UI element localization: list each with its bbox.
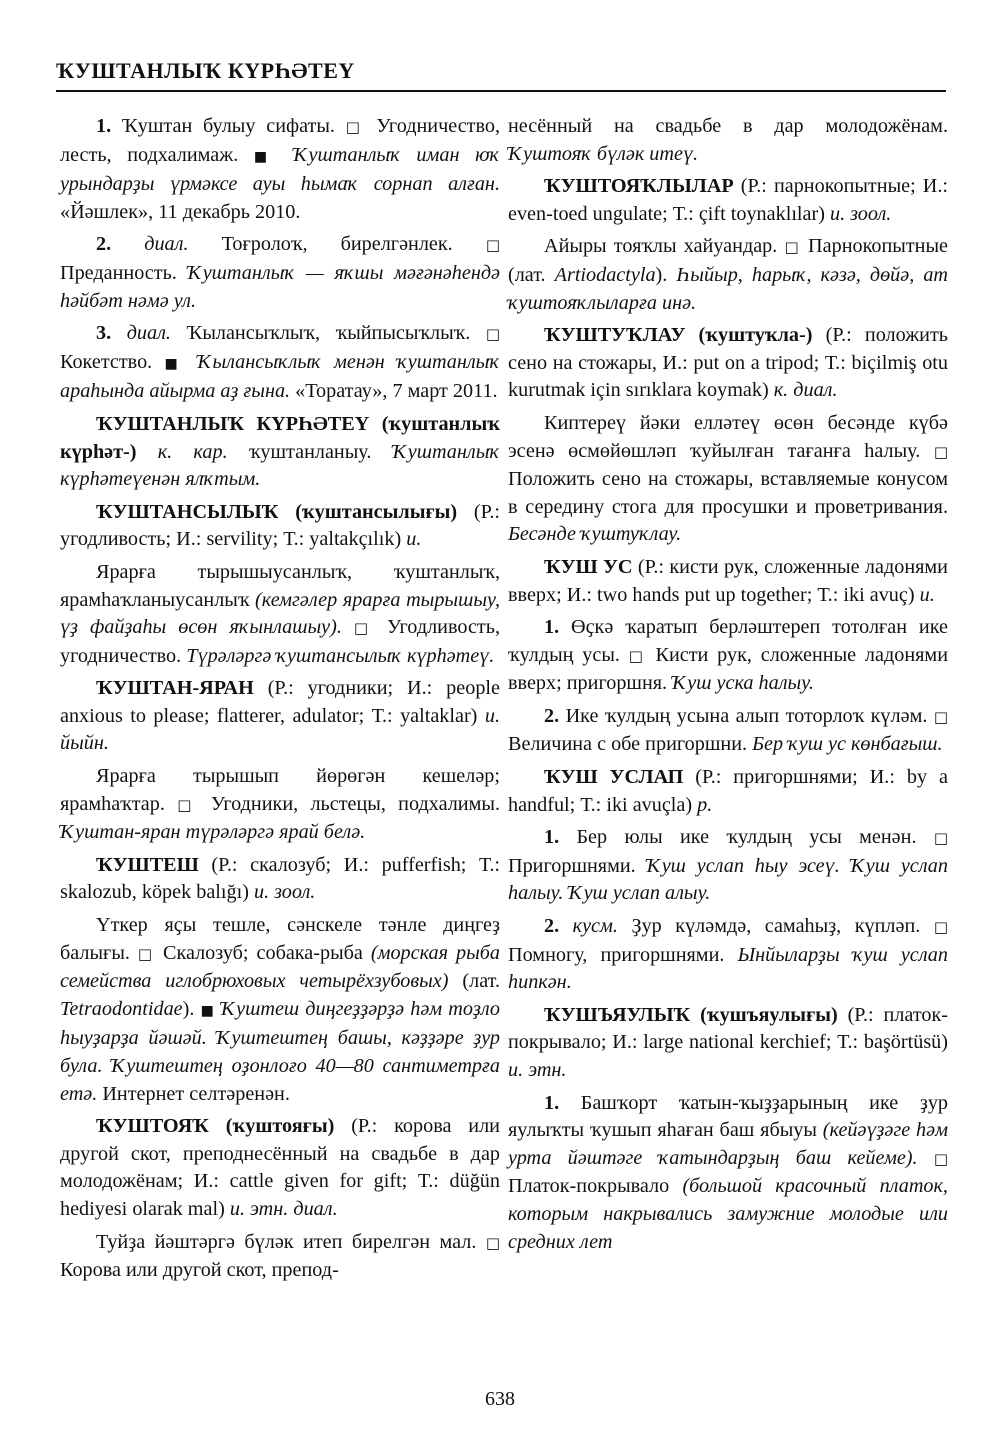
dictionary-paragraph (60, 912, 500, 1108)
text-run: Үткер яҫы тешле, сәнскеле тәнле диңгеҙ балығы. (60, 914, 500, 964)
italic-text: Ҡуштояҡ бүләк итеү. (508, 142, 699, 165)
headword: ҠУШТЕШ (96, 853, 199, 876)
text-run (918, 1147, 934, 1169)
headword: ҠУШТОЯҠ (ҡуштояғы) (96, 1115, 335, 1138)
text-run: Угодливость, угодничество. (60, 616, 500, 667)
headword: 1. (544, 826, 577, 849)
dictionary-paragraph (508, 1090, 948, 1257)
text-run: Тоғролоҡ, бирелгәнлек. (188, 233, 486, 256)
square-icon: □ (933, 1149, 948, 1168)
italic-text: Түрәләргә ҡуштансылыҡ күрһәтеү. (186, 644, 495, 667)
text-run: Кисти рук, сложенные ладонями вверх; пригоршня. (508, 643, 948, 695)
text-run: Пригоршнями. (508, 854, 647, 877)
text-run: Ярарға тырышыусанлыҡ, ҡуштанлыҡ, ярамһаҡланыусанлыҡ (60, 560, 500, 611)
filled-square-icon: ■ (253, 148, 278, 165)
italic-text: Ҡуш уска һалыу. (672, 672, 814, 695)
square-icon: □ (177, 795, 199, 814)
text-run: Платок-покрывало (508, 1175, 683, 1198)
italic-text: Ҡуштанлыҡ — яҡшы мәғәнәһендә һәйбәт нәмә ул. (60, 261, 501, 312)
italic-text: (морская рыба семейства иглобрюховых четырёхзубовых) (60, 941, 501, 993)
italic-text: Ҡуштеш диңгеҙҙәрҙә һәм тоҙло һыуҙарҙа йәшәй. Ҡуштештең башы, кәҙҙәре ҙур була. Ҡуштештең оҙонлоғо 40—80 сантиметрға етә. (60, 997, 500, 1105)
text-run: Ике ҡулдың усына алып тоторлоҡ күләм. (565, 704, 934, 727)
headword: 1. (96, 115, 122, 137)
italic-text: Tetraodontidae (60, 997, 183, 1020)
text-run: (Р.: платок-покрывало; И.: large national kerchief; Т.: başörtüsü) (508, 1003, 949, 1054)
italic-text: и. зоол. (253, 881, 316, 904)
right-column (508, 113, 948, 1261)
dictionary-paragraph (508, 173, 948, 228)
headword: 2. (96, 233, 145, 256)
italic-text: (большой красочный платок, которым накрывались замужние молодые или средних лет (508, 1175, 948, 1253)
square-icon: □ (485, 236, 501, 255)
text-run: Помногу, пригоршнями. (508, 943, 738, 966)
italic-text: Ҡылансыҡлыҡ менән ҡуштанлыҡ араһында айырма аҙ ғына. (60, 350, 501, 403)
italic-text: Бер ҡуш ус көнбағыш. (752, 733, 943, 756)
text-run: Угодничество, лесть, подхалимаж. (60, 115, 501, 166)
text-run (342, 616, 354, 638)
text-run: ). (182, 997, 201, 1020)
text-run: Угодники, льстецы, подхалимы. (198, 792, 500, 815)
dictionary-paragraph (60, 113, 500, 226)
dictionary-paragraph (60, 675, 500, 758)
text-run: Киптереү йәки елләтеү өсөн бесәнде күбә эсенә өсмөйөшләп ҡуйылған тағанға һалыу. (508, 411, 948, 462)
text-run: Кокетство. (60, 350, 165, 373)
italic-text: и. йыйн. (60, 704, 500, 755)
dictionary-paragraph (60, 852, 500, 907)
italic-text: кусм. (572, 915, 618, 938)
text-run (185, 351, 197, 373)
dictionary-paragraph (60, 559, 500, 670)
italic-text: Бесәнде ҡуштуҡлау. (508, 523, 682, 546)
text-run: Преданность. (60, 261, 188, 284)
text-run: (лат. (448, 970, 500, 993)
text-run: ). (655, 263, 677, 286)
headword: ҠУШТАНСЫЛЫҠ (ҡуштансылығы) (96, 500, 458, 523)
headword: 1. (544, 1091, 581, 1114)
square-icon: □ (485, 325, 501, 344)
text-run: Ярарға тырышып йөрөгән кешеләр; ярамһаҡтар. (60, 765, 500, 815)
italic-text: (кейәүҙәге һәм урта йәштәге ҡатындарҙың баш кейеме). (508, 1119, 948, 1169)
text-run: Ҙур күләмдә, самаһыҙ, күпләп. (617, 915, 934, 938)
text-run: Парнокопытные (лат. (508, 235, 948, 286)
text-run: (Р.: скалозуб; И.: pufferfish; Т.: skalozub, köpek balığı) (60, 853, 500, 904)
headword: 2. (544, 915, 573, 938)
dictionary-paragraph (60, 1113, 500, 1223)
dictionary-paragraph (508, 322, 948, 405)
italic-text: и. (406, 528, 422, 551)
text-run: Положить сено на стожары, вставляемые конусом в середину стога для просушки и проветривания. (508, 468, 948, 518)
dictionary-paragraph (60, 231, 500, 315)
square-icon: □ (628, 646, 647, 665)
italic-text: р. (697, 793, 713, 816)
headword: ҠУШТОЯҠЛЫЛАР (544, 175, 734, 198)
italic-text: Ҡуштан-яран түрәләргә ярай белә. (60, 821, 366, 844)
dictionary-paragraph (508, 410, 948, 549)
italic-text: (кемгәлер ярарға тырышыу, үҙ файҙаһы өсөн яҡынлашыу). (60, 588, 501, 639)
text-run: (Р.: угодники; И.: people anxious to please; flatterer, adulator; Т.: yaltaklar) (60, 677, 500, 727)
text-run: (Р.: парнокопытные; И.: even-toed ungulate; Т.: çift toynaklılar) (508, 175, 948, 225)
text-run: «Йәшлек», 11 декабрь 2010. (60, 200, 301, 223)
text-run (278, 144, 294, 166)
filled-square-icon: ■ (200, 1002, 215, 1019)
dictionary-paragraph (508, 113, 948, 168)
dictionary-paragraph (60, 763, 500, 847)
text-run (137, 441, 158, 463)
square-icon: □ (353, 619, 376, 638)
italic-text: к. кар. (157, 440, 228, 463)
italic-text: Ынйыларҙы ҡуш услап һипкән. (508, 943, 948, 994)
italic-text: и. этн. (508, 1059, 567, 1081)
square-icon: □ (933, 707, 949, 726)
italic-text: диал. (126, 322, 171, 345)
text-run: Интернет селтәренән. (97, 1082, 290, 1105)
text-run: Бер юлы ике ҡулдың усы менән. (576, 826, 934, 849)
text-run: Корова или другой скот, препод- (60, 1259, 339, 1282)
dictionary-paragraph (508, 614, 948, 698)
text-run: ҡуштанланыу. (227, 440, 393, 463)
text-run: (Р.: пригоршнями; И.: by a handful; Т.: iki avuçla) (508, 766, 948, 816)
italic-text: к. диал. (773, 379, 838, 402)
text-run: «Торатау», 7 март 2011. (290, 380, 498, 403)
dictionary-paragraph (60, 320, 500, 406)
dictionary-paragraph (508, 554, 948, 609)
italic-text: и. этн. диал. (229, 1197, 338, 1220)
left-column (60, 113, 500, 1290)
text-run: (Р.: положить сено на стожары, И.: put on a tripod; Т.: biçilmiş otu kurutmak için sırıklara koymak) (508, 324, 948, 402)
dictionary-paragraph (508, 913, 948, 997)
headword: ҠУШТУҠЛАУ (ҡуштуҡла-) (544, 324, 813, 347)
filled-square-icon: ■ (164, 355, 185, 372)
italic-text: Ҡуштанлыҡ иман юҡ урындарҙы үрмәксе ауы һымаҡ сорнап алған. (60, 143, 500, 196)
text-run: (Р.: угодливость; И.: servility; Т.: yaltakçılık) (60, 500, 500, 551)
text-run: (Р.: кисти рук, сложенные ладонями вверх; И.: two hands put up together; Т.: iki avuç) (508, 555, 948, 606)
text-run: несённый на свадьбе в дар молодожёнам. (508, 115, 948, 137)
headword: 1. (544, 616, 572, 639)
text-run: (Р.: корова или другой скот, преподнесённый на свадьбе в дар молодожёнам; И.: cattle given for gift; Т.: düğün hediyesi olarak mal) (60, 1115, 500, 1220)
text-run: Айыры тояҡлы хайуандар. (544, 235, 785, 258)
square-icon: □ (345, 118, 366, 136)
text-run: Өҫкә ҡаратып берләштереп тотолған ике ҡулдың усы. (508, 616, 949, 666)
italic-text: Ҡуш услап һыу эсеү. Ҡуш услап һалыу. Ҡуш услап алыу. (508, 854, 948, 905)
text-run: Ҡуштан булыу сифаты. (121, 115, 346, 137)
italic-text: Ҡуштанлыҡ күрһәтеүенән ялҡтым. (60, 440, 501, 491)
italic-text: и. (919, 583, 935, 606)
text-run: Туйҙа йәштәргә бүләк итеп бирелгән мал. (96, 1230, 486, 1253)
italic-text: и. зоол. (829, 202, 892, 225)
square-icon: □ (485, 1233, 500, 1252)
headword: ҠУШТАНЛЫҠ КҮРҺӘТЕҮ (ҡуштанлыҡ күрһәт-) (60, 412, 500, 463)
dictionary-paragraph (508, 233, 948, 317)
headword: 3. (96, 322, 127, 345)
square-icon: □ (137, 944, 156, 963)
headword: ҠУШТАН-ЯРАН (96, 677, 254, 700)
headword: 2. (544, 704, 566, 727)
square-icon: □ (784, 238, 801, 257)
text-run: Ҡылансыҡлыҡ, ҡыйпысыҡлыҡ. (170, 322, 486, 345)
headword: ҠУШ УСЛАП (544, 766, 684, 789)
italic-text: диал. (144, 233, 189, 256)
headword: ҠУШ УС (544, 555, 633, 578)
headword: ҠУШЪЯУЛЫҠ (ҡушъяулығы) (544, 1003, 838, 1026)
text-run: Башҡорт ҡатын-ҡыҙҙарының ике ҙур яулыҡты ҡушып яһаған баш ябыуы (508, 1091, 949, 1142)
text-run: Величина с обе пригоршни. (508, 733, 753, 756)
square-icon: □ (933, 829, 948, 848)
dictionary-paragraph (508, 764, 948, 819)
italic-text: Һыйыр, һарыҡ, кәзә, дөйә, ат ҡуштояҡлыларға инә. (508, 263, 948, 314)
dictionary-paragraph (60, 411, 500, 494)
text-run: Скалозуб; собака-рыба (155, 941, 371, 964)
dictionary-paragraph (508, 1002, 948, 1085)
page-number: 638 (485, 1388, 515, 1410)
running-head: ҠУШТАНЛЫҠ КҮРҺӘТЕҮ (56, 58, 946, 92)
dictionary-paragraph (60, 499, 500, 554)
dictionary-paragraph (60, 1229, 500, 1285)
square-icon: □ (933, 918, 949, 937)
italic-text: Artiodactyla (554, 263, 656, 286)
dictionary-paragraph (508, 824, 948, 908)
square-icon: □ (933, 442, 948, 461)
dictionary-paragraph (508, 703, 948, 759)
